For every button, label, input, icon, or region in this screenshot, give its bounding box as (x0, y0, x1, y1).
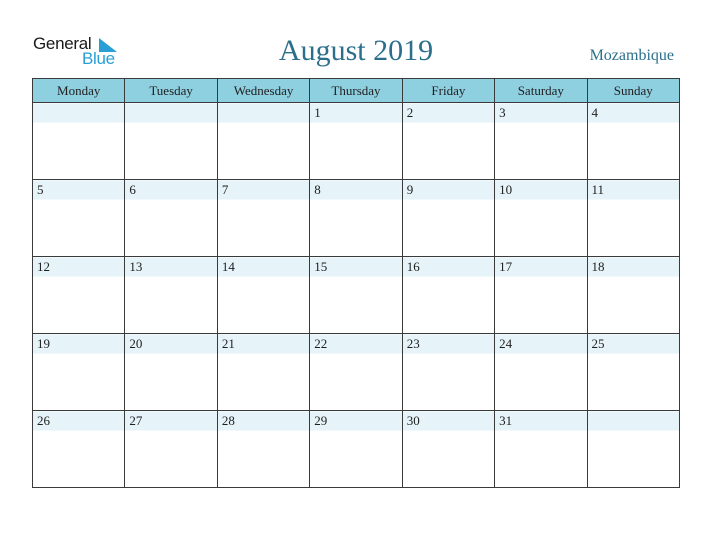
day-cell (33, 411, 125, 488)
weekday-header: Saturday (495, 79, 587, 103)
day-cell (33, 334, 125, 411)
day-number: 22 (314, 336, 328, 351)
day-number (125, 103, 216, 104)
day-cell (587, 334, 679, 411)
weekday-header: Sunday (587, 79, 679, 103)
day-number: 25 (591, 336, 605, 351)
day-cell (402, 257, 494, 334)
day-number: 21 (221, 336, 235, 351)
country-label: Mozambique (589, 47, 674, 64)
day-number: 11 (591, 182, 605, 197)
weekday-header: Wednesday (217, 79, 309, 103)
day-cell (587, 257, 679, 334)
day-cell (125, 411, 217, 488)
day-cell (310, 180, 402, 257)
day-number: 9 (406, 182, 414, 197)
day-number: 2 (406, 105, 414, 120)
day-cell (125, 257, 217, 334)
weekday-header: Tuesday (125, 79, 217, 103)
weekday-header: Thursday (310, 79, 402, 103)
day-number (33, 103, 124, 104)
day-number: 29 (314, 413, 328, 428)
day-cell (217, 257, 309, 334)
day-cell (495, 103, 587, 180)
day-number: 23 (406, 336, 420, 351)
day-number: 26 (37, 413, 50, 428)
day-number: 14 (221, 259, 235, 274)
logo-text-blue: Blue (82, 49, 115, 68)
weekday-header-row (33, 79, 680, 103)
day-number: 24 (499, 336, 513, 351)
day-number: 8 (314, 182, 321, 197)
day-cell (495, 180, 587, 257)
day-cell (125, 180, 217, 257)
day-number: 5 (37, 182, 44, 197)
day-cell (125, 334, 217, 411)
logo-text-general: General (33, 34, 92, 53)
week-row (33, 180, 680, 257)
day-number: 7 (221, 182, 229, 197)
day-cell (310, 411, 402, 488)
day-cell (495, 411, 587, 488)
day-number: 3 (499, 105, 506, 120)
day-cell (217, 180, 309, 257)
day-number (588, 411, 679, 412)
day-number: 28 (221, 413, 235, 428)
day-number: 17 (499, 259, 513, 274)
day-cell (125, 103, 217, 180)
day-cell (33, 180, 125, 257)
day-cell (310, 257, 402, 334)
day-number: 20 (129, 336, 143, 351)
day-cell (495, 257, 587, 334)
day-cell (587, 411, 679, 488)
calendar-grid (32, 78, 680, 488)
weekday-header: Friday (402, 79, 494, 103)
day-cell (495, 334, 587, 411)
day-number: 1 (314, 105, 321, 120)
day-cell (217, 103, 309, 180)
weekday-header: Monday (33, 79, 125, 103)
day-cell (217, 334, 309, 411)
day-number: 12 (37, 259, 50, 274)
day-number: 13 (129, 259, 143, 274)
day-cell (402, 180, 494, 257)
day-cell (310, 103, 402, 180)
day-cell (33, 257, 125, 334)
day-cell (217, 411, 309, 488)
day-cell (402, 103, 494, 180)
week-row (33, 411, 680, 488)
day-number: 4 (591, 105, 599, 120)
day-cell (402, 334, 494, 411)
week-row (33, 257, 680, 334)
week-row (33, 103, 680, 180)
day-cell (587, 180, 679, 257)
day-number: 31 (499, 413, 513, 428)
day-number: 6 (129, 182, 136, 197)
day-number: 18 (591, 259, 605, 274)
day-cell (587, 103, 679, 180)
day-number: 27 (129, 413, 143, 428)
page-title: August 2019 (278, 34, 434, 67)
day-number: 30 (406, 413, 420, 428)
day-number: 10 (499, 182, 513, 197)
day-number: 19 (37, 336, 50, 351)
day-cell (33, 103, 125, 180)
day-number: 16 (406, 259, 420, 274)
day-cell (310, 334, 402, 411)
day-cell (402, 411, 494, 488)
week-row (33, 334, 680, 411)
day-number: 15 (314, 259, 328, 274)
day-number (218, 103, 309, 104)
